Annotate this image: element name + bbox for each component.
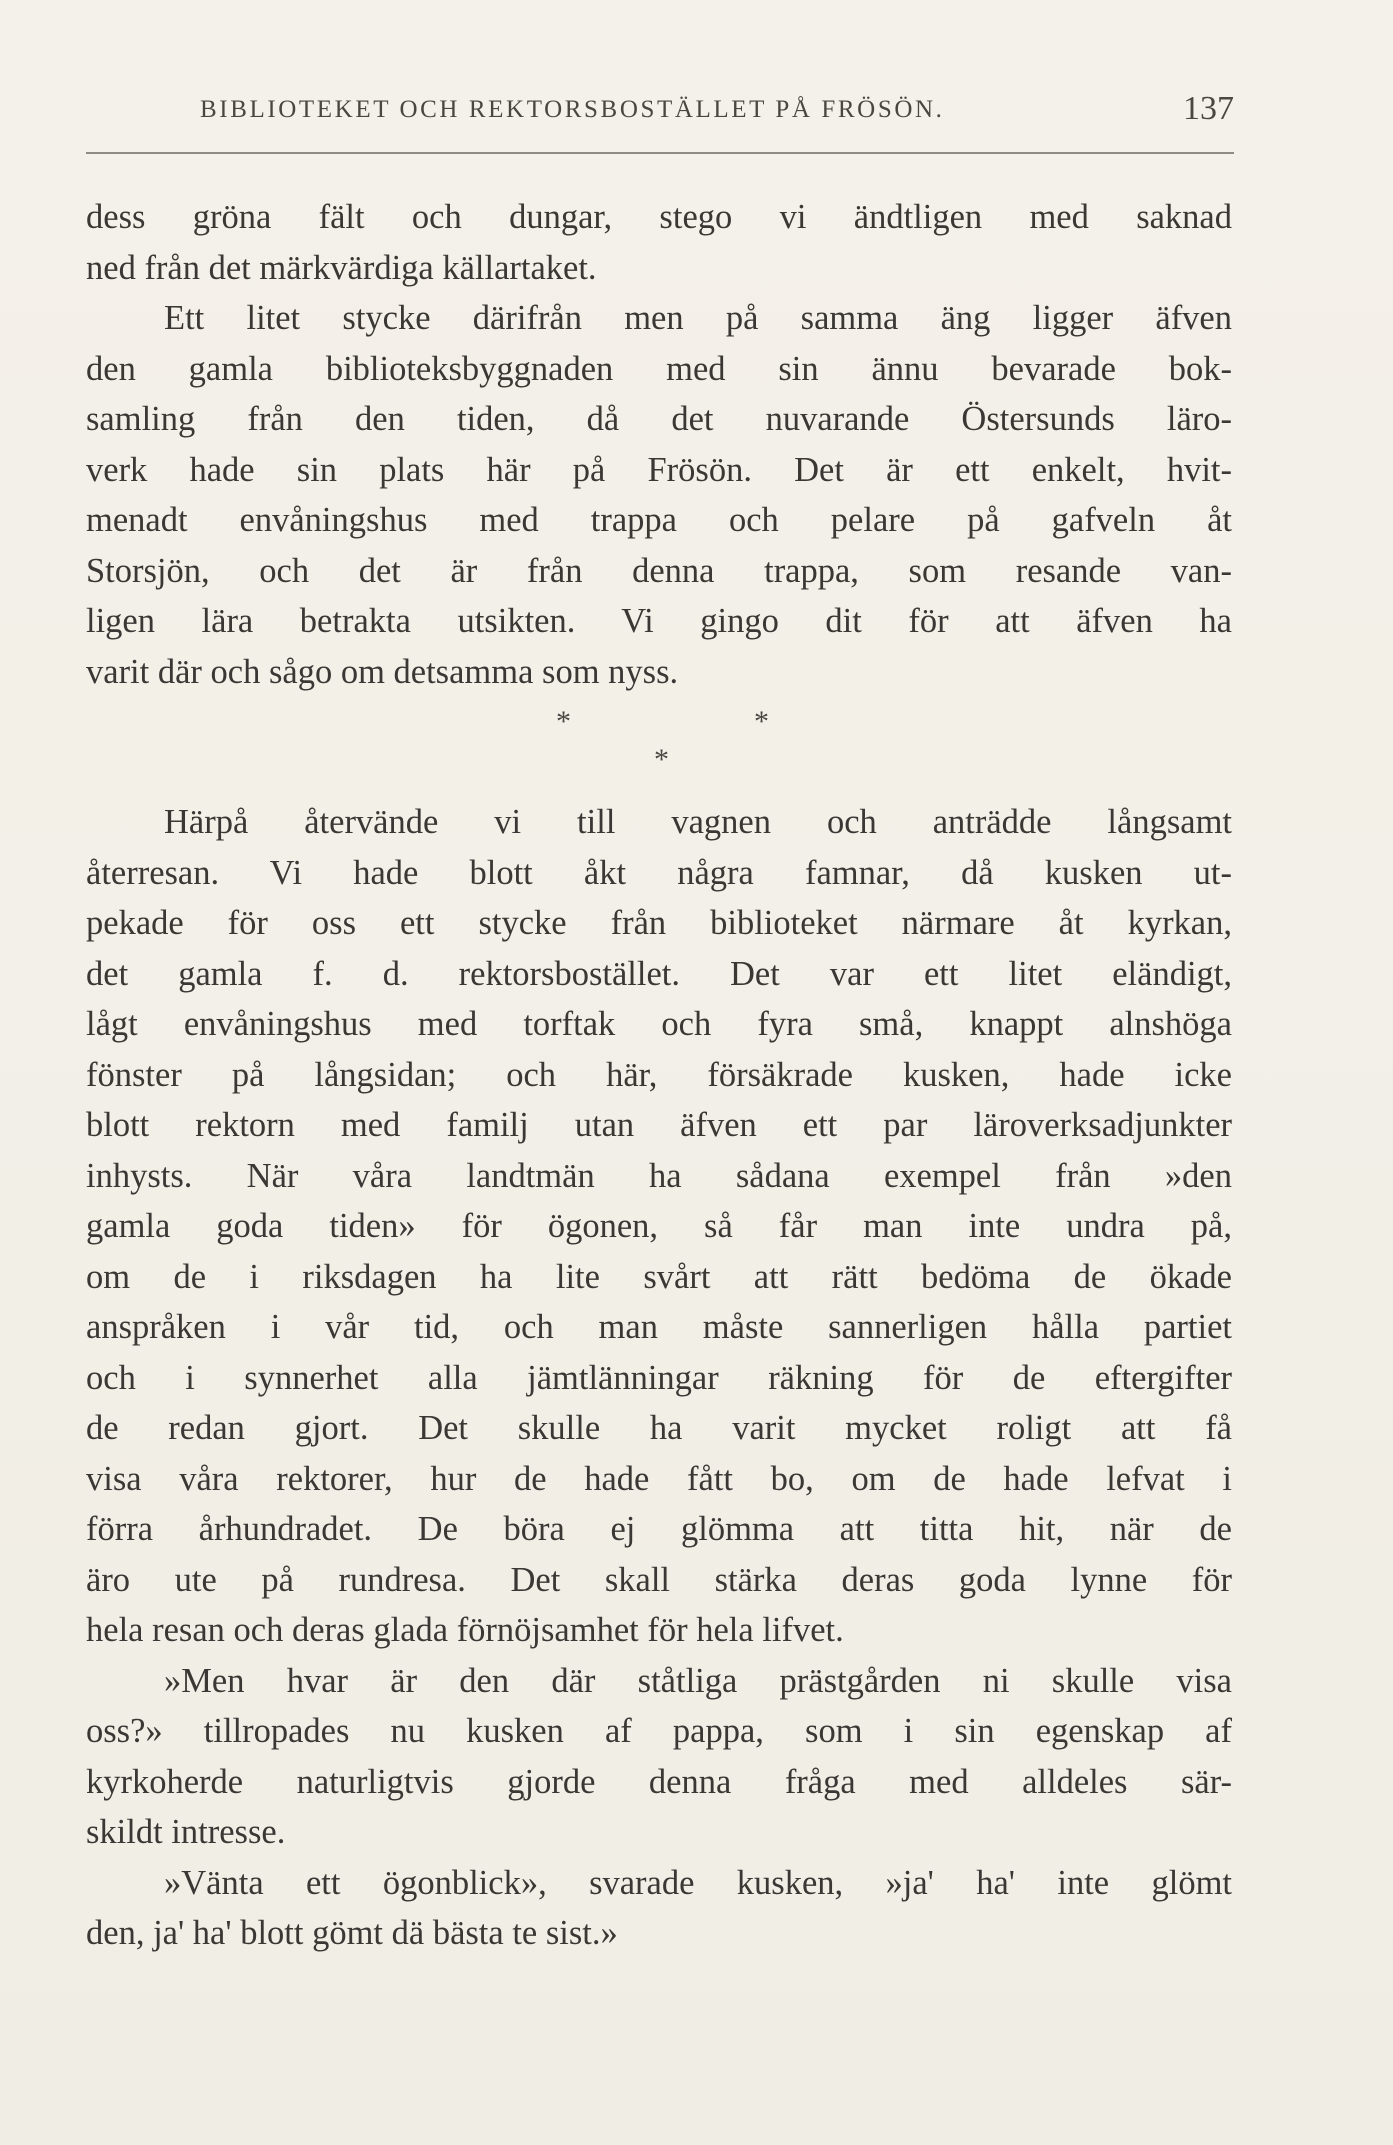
text-line: äro ute på rundresa. Det skall stärka deras goda lynne för: [86, 1560, 1232, 1599]
text-line: ligen lära betrakta utsikten. Vi gingo dit för att äfven ha: [86, 602, 1232, 640]
asterisk: *: [754, 705, 769, 738]
text-line: »Vänta ett ögonblick», svarade kusken, »ja' ha' inte glömt: [164, 1863, 1232, 1902]
text-line: »Men hvar är den där ståtliga prästgården ni skulle visa: [164, 1661, 1232, 1700]
header-rule: [86, 152, 1234, 154]
text-line: om de i riksdagen ha lite svårt att rätt bedöma de ökade: [86, 1257, 1232, 1296]
running-head: [86, 92, 1234, 132]
text-line: anspråken i vår tid, och man måste sannerligen hålla partiet: [86, 1308, 1232, 1346]
text-line: dess gröna fält och dungar, stego vi ändtligen med saknad: [86, 198, 1232, 236]
text-line: skildt intresse.: [86, 1813, 286, 1851]
asterisk: *: [556, 705, 571, 738]
text-line: oss?» tillropades nu kusken af pappa, som i sin egenskap af: [86, 1712, 1232, 1750]
text-line: den gamla biblioteksbyggnaden med sin ännu bevarade bok-: [86, 349, 1232, 388]
text-line: förra århundradet. De böra ej glömma att titta hit, när de: [86, 1510, 1232, 1548]
text-line: kyrkoherde naturligtvis gjorde denna fråga med alldeles sär-: [86, 1762, 1232, 1801]
text-line: lågt envåningshus med torftak och fyra små, knappt alnshöga: [86, 1005, 1232, 1043]
text-line: verk hade sin plats här på Frösön. Det är ett enkelt, hvit-: [86, 450, 1232, 489]
text-line: blott rektorn med familj utan äfven ett par läroverksadjunkter: [86, 1106, 1232, 1144]
text-line: samling från den tiden, då det nuvarande Östersunds läro-: [86, 400, 1232, 438]
text-line: Ett litet stycke därifrån men på samma äng ligger äfven: [164, 299, 1232, 337]
text-line: hela resan och deras glada förnöjsamhet för hela lifvet.: [86, 1611, 844, 1649]
text-line: och i synnerhet alla jämtlänningar räkning för de eftergifter: [86, 1358, 1232, 1397]
text-line: det gamla f. d. rektorsbostället. Det var ett litet eländigt,: [86, 954, 1232, 993]
text-line: menadt envåningshus med trappa och pelare på gafveln åt: [86, 501, 1232, 539]
section-break: [86, 697, 1232, 797]
page-number: 137: [1183, 90, 1234, 127]
text-line: varit där och sågo om detsamma som nyss.: [86, 652, 679, 691]
text-line: den, ja' ha' blott gömt dä bästa te sist.»: [86, 1914, 618, 1952]
text-line: fönster på långsidan; och här, försäkrade kusken, hade icke: [86, 1055, 1232, 1094]
text-line: ned från det märkvärdiga källartaket.: [86, 248, 597, 287]
body-text: [86, 192, 1232, 1959]
text-line: visa våra rektorer, hur de hade fått bo, om de hade lefvat i: [86, 1459, 1232, 1498]
text-line: Storsjön, och det är från denna trappa, som resande van-: [86, 551, 1232, 590]
text-line: pekade för oss ett stycke från biblioteket närmare åt kyrkan,: [86, 904, 1232, 942]
running-title: BIBLIOTEKET OCH REKTORSBOSTÄLLET PÅ FRÖSÖN.: [200, 96, 945, 123]
text-line: de redan gjort. Det skulle ha varit mycket roligt att få: [86, 1409, 1232, 1447]
text-line: återresan. Vi hade blott åkt några famnar, då kusken ut-: [86, 853, 1232, 892]
asterisk: *: [654, 743, 669, 776]
text-line: inhysts. När våra landtmän ha sådana exempel från »den: [86, 1156, 1232, 1195]
text-line: gamla goda tiden» för ögonen, så får man inte undra på,: [86, 1207, 1232, 1245]
text-line: Härpå återvände vi till vagnen och anträdde långsamt: [164, 803, 1232, 841]
